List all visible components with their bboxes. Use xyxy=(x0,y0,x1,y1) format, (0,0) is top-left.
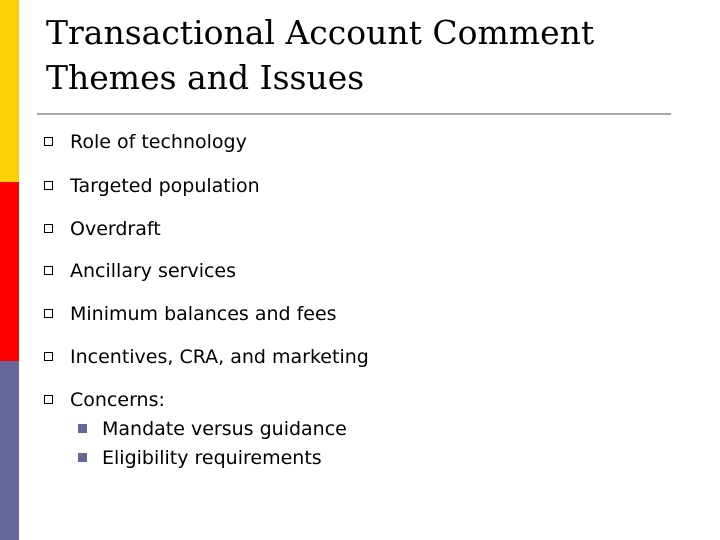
hollow-square-bullet-icon xyxy=(44,266,53,275)
title-divider xyxy=(37,113,671,115)
slide-title: Transactional Account Comment Themes and Issues xyxy=(46,13,595,97)
filled-square-bullet-icon xyxy=(78,424,87,433)
side-bar-yellow xyxy=(0,0,19,182)
bullet-label: Ancillary services xyxy=(70,260,237,282)
hollow-square-bullet-icon xyxy=(44,181,53,190)
hollow-square-bullet-icon xyxy=(44,352,53,361)
hollow-square-bullet-icon xyxy=(44,137,53,146)
bullet-label: Overdraft xyxy=(70,218,161,240)
bullet-label: Concerns: xyxy=(70,389,165,411)
hollow-square-bullet-icon xyxy=(44,309,53,318)
bullet-label: Role of technology xyxy=(70,131,247,153)
side-bar-red xyxy=(0,182,19,361)
bullet-label: Targeted population xyxy=(70,175,260,197)
hollow-square-bullet-icon xyxy=(44,224,53,233)
side-bar-purple xyxy=(0,361,19,540)
bullet-label: Incentives, CRA, and marketing xyxy=(70,346,369,368)
filled-square-bullet-icon xyxy=(78,453,87,462)
bullet-label: Minimum balances and fees xyxy=(70,303,337,325)
hollow-square-bullet-icon xyxy=(44,395,53,404)
sub-bullet-label: Mandate versus guidance xyxy=(102,418,347,440)
sub-bullet-label: Eligibility requirements xyxy=(102,447,322,469)
